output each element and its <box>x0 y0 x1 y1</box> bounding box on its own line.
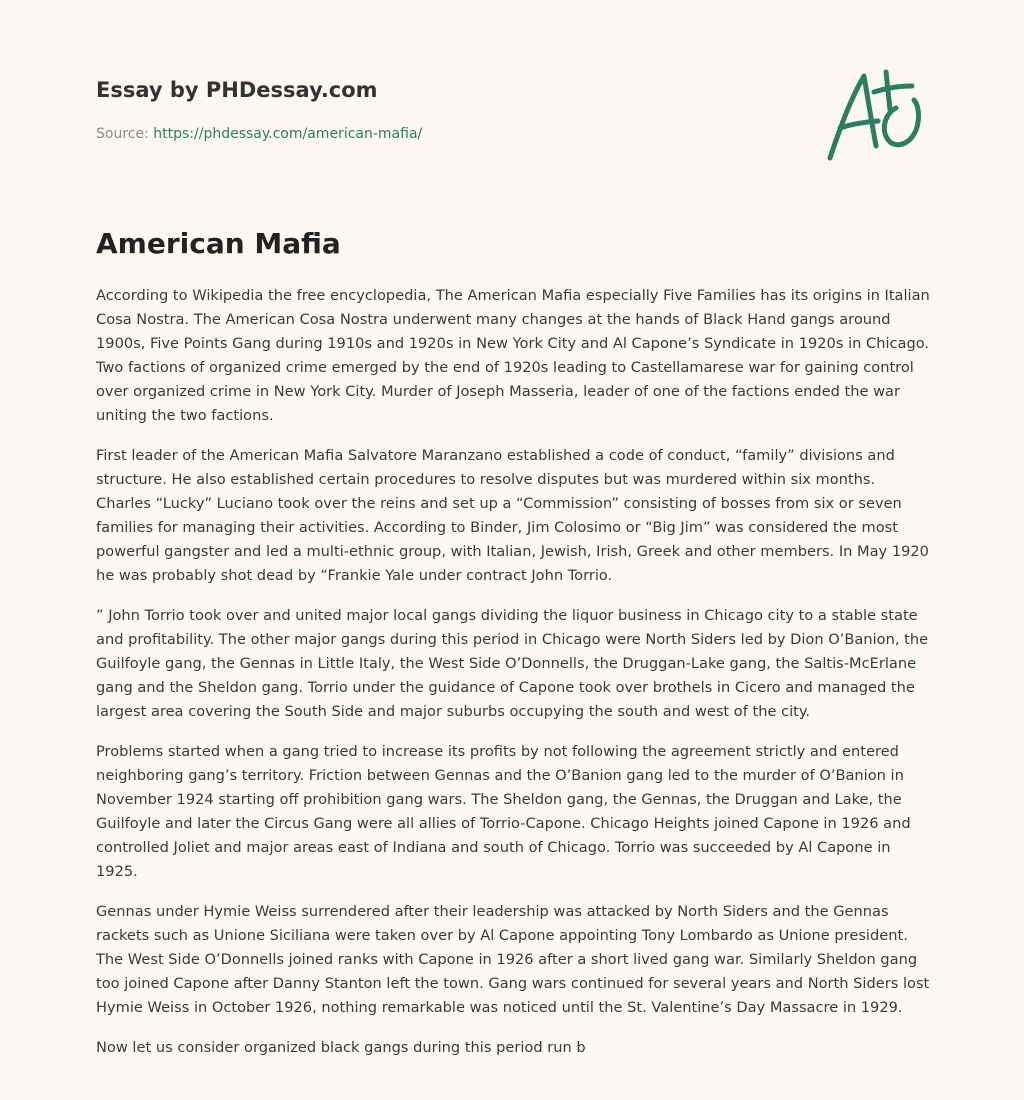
site-brand: Essay by PHDessay.com <box>96 78 378 102</box>
essay-paragraph: Problems started when a gang tried to increase its profits by not following the agreement strictly and entered neighboring gang’s territory. Friction between Gennas and the O’Banion gang led to the murder of O’Banion in November 1924 starting off prohibition gang wars. The Sheldon gang, the Gennas, the Druggan and Lake, the Guilfoyle and later the Circus Gang were all allies of Torrio-Capone. Chicago Heights joined Capone in 1926 and controlled Joliet and major areas east of Indiana and south of Chicago. Torrio was succeeded by Al Capone in 1925. <box>96 743 911 880</box>
essay-paragraph: First leader of the American Mafia Salvatore Maranzano established a code of conduct, “family” divisions and structure. He also established certain procedures to resolve disputes but was murdered within six months. Charles “Lucky” Luciano took over the reins and set up a “Commission” consisting of bosses from six or seven families for managing their activities. According to Binder, Jim Colosimo or “Big Jim” was considered the most powerful gangster and led a multi-ethnic group, with Italian, Jewish, Irish, Greek and other members. In May 1920 he was probably shot dead by “Frankie Yale under contract John Torrio. <box>96 447 929 584</box>
essay-paragraph: Gennas under Hymie Weiss surrendered after their leadership was attacked by North Siders and the Gennas rackets such as Unione Siciliana were taken over by Al Capone appointing Tony Lombardo as Unione president. The West Side O’Donnells joined ranks with Capone in 1926 after a short lived gang war. Similarly Sheldon gang too joined Capone after Danny Stanton left the town. Gang wars continued for several years and North Siders lost Hymie Weiss in October 1926, nothing remarkable was noticed until the St. Valentine’s Day Massacre in 1929. <box>96 903 930 1016</box>
essay-paragraph: According to Wikipedia the free encyclopedia, The American Mafia especially Five Families has its origins in Italian Cosa Nostra. The American Cosa Nostra underwent many changes at the hands of Black Hand gangs around 1900s, Five Points Gang during 1910s and 1920s in New York City and Al Capone’s Syndicate in 1920s in Chicago. Two factions of organized crime emerged by the end of 1920s leading to Castellamarese war for gaining control over organized crime in New York City. Murder of Joseph Masseria, leader of one of the factions ended the war uniting the two factions. <box>96 287 930 424</box>
essay-body <box>96 284 932 1076</box>
source-line <box>96 124 796 144</box>
source-link[interactable]: https://phdessay.com/american-mafia/ <box>153 126 423 142</box>
source-label: Source: <box>96 126 149 142</box>
essay-paragraph: Now let us consider organized black gangs during this period run b <box>96 1039 586 1056</box>
essay-header <box>96 76 796 144</box>
a-plus-grade-icon <box>818 66 930 166</box>
essay-title: American Mafia <box>96 227 341 260</box>
essay-paragraph: ” John Torrio took over and united major local gangs dividing the liquor business in Chicago city to a stable state and profitability. The other major gangs during this period in Chicago were North Siders led by Dion O’Banion, the Guilfoyle gang, the Gennas in Little Italy, the West Side O’Donnells, the Druggan-Lake gang, the Saltis-McErlane gang and the Sheldon gang. Torrio under the guidance of Capone took over brothels in Cicero and managed the largest area covering the South Side and major suburbs occupying the south and west of the city. <box>96 607 929 720</box>
